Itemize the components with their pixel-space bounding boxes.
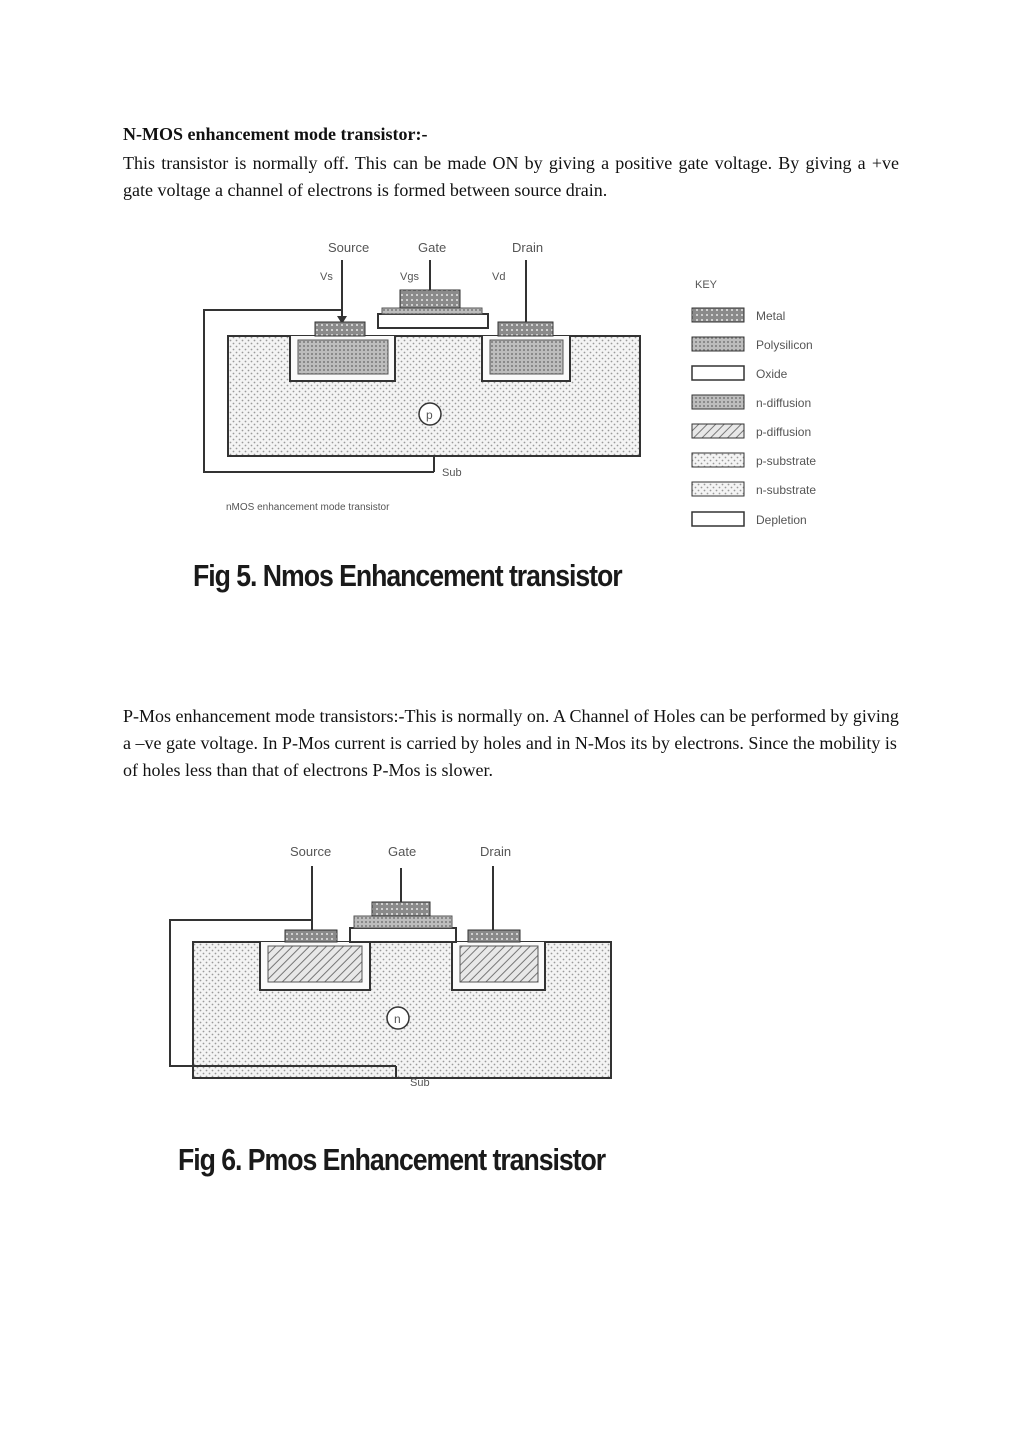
- body-label: p: [426, 408, 433, 422]
- key-item: [692, 308, 785, 323]
- section-heading: N-MOS enhancement mode transistor:-: [123, 124, 428, 144]
- key-label: Oxide: [756, 367, 788, 381]
- key-item: [692, 453, 816, 468]
- pmos-diagram: [160, 832, 640, 1102]
- key-label: p-substrate: [756, 454, 817, 468]
- key-item: [692, 512, 807, 527]
- source-label: Source: [328, 240, 370, 255]
- key-label: Metal: [756, 309, 786, 323]
- key-label: n-diffusion: [756, 396, 812, 410]
- key-item: [692, 395, 811, 410]
- body-label: n: [394, 1012, 401, 1026]
- gate-label: Gate: [388, 844, 417, 859]
- pmos-paragraph: P-Mos enhancement mode transistors:-This is normally on. A Channel of Holes can be performed by giving a –ve gate voltage. In P-Mos current is carried by holes and in N-Mos its by electrons. Since the mobility is of holes less than that of electrons P-Mos is slower.: [123, 706, 899, 780]
- key-item: [692, 424, 811, 439]
- key-label: n-substrate: [756, 483, 817, 497]
- key-item: [692, 366, 788, 381]
- sub-label: Sub: [442, 467, 462, 479]
- figure-caption: Fig 5. Nmos Enhancement transistor: [193, 558, 622, 593]
- key-label: Polysilicon: [756, 338, 813, 352]
- gate-label: Gate: [418, 240, 447, 255]
- inner-caption: nMOS enhancement mode transistor: [226, 502, 390, 513]
- figure-caption: Fig 6. Pmos Enhancement transistor: [178, 1142, 606, 1177]
- key-item: [692, 482, 816, 497]
- key-item: [692, 337, 813, 352]
- nmos-paragraph: This transistor is normally off. This can be made ON by giving a positive gate voltage. By giving a +ve gate voltage a channel of electrons is formed between source drain.: [123, 153, 899, 200]
- vd-label: Vd: [492, 271, 506, 283]
- vs-label: Vs: [320, 271, 333, 283]
- drain-label: Drain: [512, 240, 544, 255]
- drain-label: Drain: [480, 844, 512, 859]
- key-title: KEY: [695, 279, 718, 291]
- sub-label: Sub: [410, 1077, 430, 1089]
- nmos-diagram: [190, 228, 850, 548]
- vgs-label: Vgs: [400, 271, 419, 283]
- source-label: Source: [290, 844, 332, 859]
- key-label: p-diffusion: [756, 425, 812, 439]
- key-label: Depletion: [756, 513, 807, 527]
